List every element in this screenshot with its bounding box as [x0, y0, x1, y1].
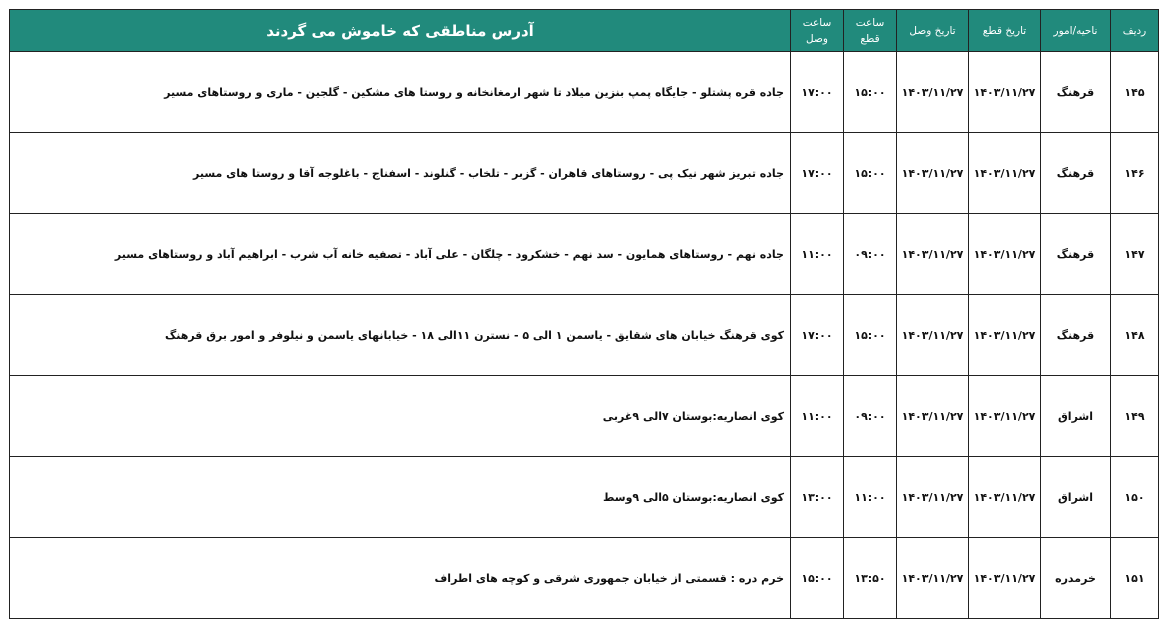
- outage-table: [9, 9, 1159, 619]
- cell-address: جاده تبریز شهر نیک پی - روستاهای قاهران - گزبر - تلخاب - گنلوند - اسفناج - باغلوجه آقا و روستا های مسیر: [10, 133, 791, 214]
- cell-address: کوی قرهنگ خیابان های شقایق - یاسمن ۱ الی ۵ - نسترن ۱۱الی ۱۸ - خیابانهای یاسمن و نیلوفر و امور برق قرهنگ: [10, 295, 791, 376]
- cell-row-number: ۱۵۰: [1111, 457, 1159, 538]
- cell-cut-time: ۱۱:۰۰: [844, 457, 897, 538]
- cell-cut-time: ۱۵:۰۰: [844, 133, 897, 214]
- cell-address: جاده نهم - روستاهای همایون - سد نهم - خشکرود - چلگان - علی آباد - تصفیه خانه آب شرب - ابراهیم آباد و روستاهای مسیر: [10, 214, 791, 295]
- cell-region: قرهنگ: [1041, 295, 1111, 376]
- table-row: [10, 214, 1159, 295]
- header-connect-date: تاریخ وصل: [897, 10, 969, 52]
- cell-connect-time: ۱۵:۰۰: [791, 538, 844, 619]
- cell-cut-time: ۰۹:۰۰: [844, 214, 897, 295]
- table-body: [10, 52, 1159, 619]
- cell-connect-date: ۱۴۰۳/۱۱/۲۷: [897, 295, 969, 376]
- cell-connect-time: ۱۷:۰۰: [791, 133, 844, 214]
- cell-connect-date: ۱۴۰۳/۱۱/۲۷: [897, 214, 969, 295]
- cell-connect-date: ۱۴۰۳/۱۱/۲۷: [897, 133, 969, 214]
- cell-connect-time: ۱۱:۰۰: [791, 214, 844, 295]
- table-header: [10, 10, 1159, 52]
- cell-cut-date: ۱۴۰۳/۱۱/۲۷: [969, 295, 1041, 376]
- cell-region: اشراق: [1041, 376, 1111, 457]
- cell-cut-date: ۱۴۰۳/۱۱/۲۷: [969, 133, 1041, 214]
- cell-row-number: ۱۵۱: [1111, 538, 1159, 619]
- table-row: [10, 376, 1159, 457]
- cell-connect-time: ۱۷:۰۰: [791, 52, 844, 133]
- cell-connect-date: ۱۴۰۳/۱۱/۲۷: [897, 52, 969, 133]
- cell-region: خرمدره: [1041, 538, 1111, 619]
- table-row: [10, 133, 1159, 214]
- cell-cut-time: ۱۳:۵۰: [844, 538, 897, 619]
- header-connect-time: ساعت وصل: [791, 10, 844, 52]
- cell-cut-date: ۱۴۰۳/۱۱/۲۷: [969, 538, 1041, 619]
- table-row: [10, 457, 1159, 538]
- header-region: ناحیه/امور: [1041, 10, 1111, 52]
- cell-connect-time: ۱۷:۰۰: [791, 295, 844, 376]
- table-row: [10, 52, 1159, 133]
- cell-row-number: ۱۴۵: [1111, 52, 1159, 133]
- cell-cut-date: ۱۴۰۳/۱۱/۲۷: [969, 457, 1041, 538]
- cell-address: جاده قره پشتلو - جایگاه پمپ بنزین میلاد تا شهر ارمغانخانه و روستا های مشکین - گلجین - ماری و روستاهای مسیر: [10, 52, 791, 133]
- cell-connect-time: ۱۳:۰۰: [791, 457, 844, 538]
- header-row: [10, 10, 1159, 52]
- table-row: [10, 538, 1159, 619]
- cell-region: قرهنگ: [1041, 52, 1111, 133]
- header-address: آدرس مناطقی که خاموش می گردند: [10, 10, 791, 52]
- cell-row-number: ۱۴۶: [1111, 133, 1159, 214]
- cell-region: قرهنگ: [1041, 214, 1111, 295]
- cell-row-number: ۱۴۸: [1111, 295, 1159, 376]
- cell-connect-date: ۱۴۰۳/۱۱/۲۷: [897, 538, 969, 619]
- cell-cut-date: ۱۴۰۳/۱۱/۲۷: [969, 376, 1041, 457]
- outage-schedule-sheet: [9, 9, 1158, 619]
- cell-cut-time: ۱۵:۰۰: [844, 295, 897, 376]
- cell-cut-date: ۱۴۰۳/۱۱/۲۷: [969, 214, 1041, 295]
- cell-region: اشراق: [1041, 457, 1111, 538]
- cell-connect-date: ۱۴۰۳/۱۱/۲۷: [897, 376, 969, 457]
- cell-region: قرهنگ: [1041, 133, 1111, 214]
- cell-connect-time: ۱۱:۰۰: [791, 376, 844, 457]
- cell-cut-date: ۱۴۰۳/۱۱/۲۷: [969, 52, 1041, 133]
- cell-row-number: ۱۴۷: [1111, 214, 1159, 295]
- cell-row-number: ۱۴۹: [1111, 376, 1159, 457]
- cell-address: کوی انصاریه:بوستان ۵الی ۹وسط: [10, 457, 791, 538]
- header-row-number: ردیف: [1111, 10, 1159, 52]
- header-cut-time: ساعت قطع: [844, 10, 897, 52]
- cell-connect-date: ۱۴۰۳/۱۱/۲۷: [897, 457, 969, 538]
- cell-address: کوی انصاریه:بوستان ۷الی ۹غربی: [10, 376, 791, 457]
- header-cut-date: تاریخ قطع: [969, 10, 1041, 52]
- cell-cut-time: ۰۹:۰۰: [844, 376, 897, 457]
- cell-address: خرم دره : قسمتی از خیابان جمهوری شرقی و کوچه های اطراف: [10, 538, 791, 619]
- table-row: [10, 295, 1159, 376]
- cell-cut-time: ۱۵:۰۰: [844, 52, 897, 133]
